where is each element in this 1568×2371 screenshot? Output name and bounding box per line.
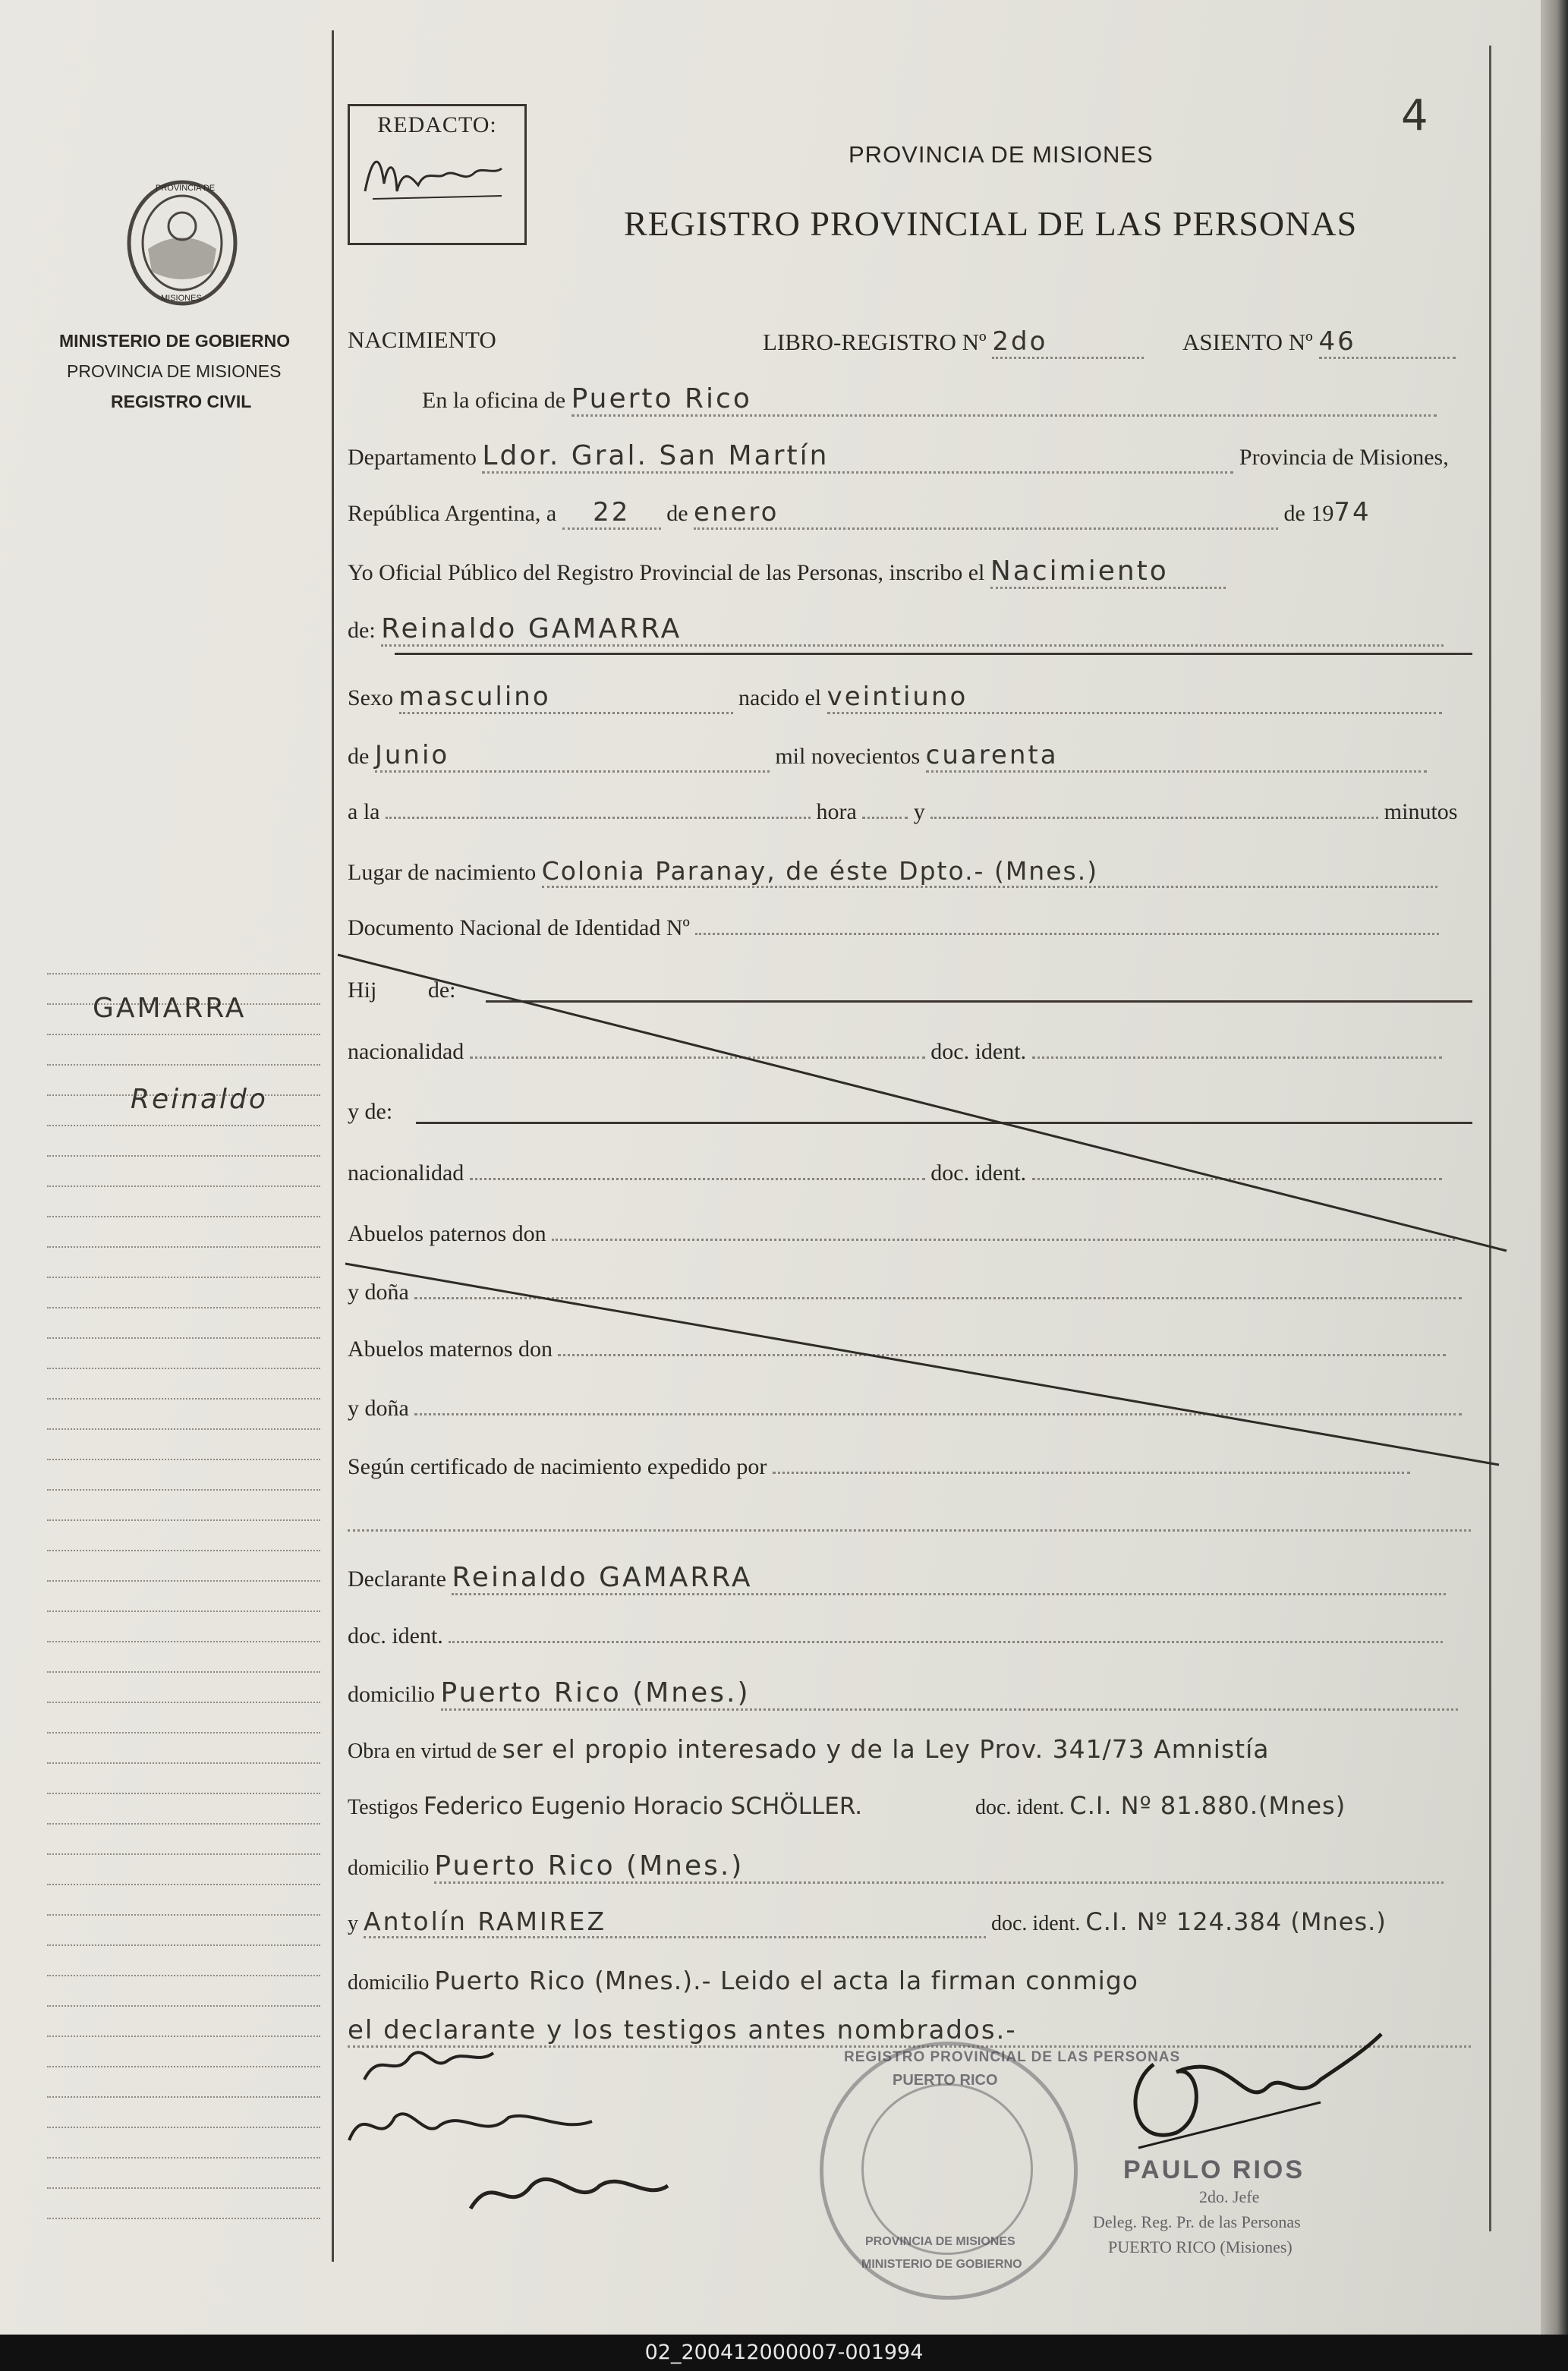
domicilio-value: Puerto Rico (Mnes.) xyxy=(441,1677,1458,1711)
acto-value: Nacimiento xyxy=(990,556,1226,589)
abuelos-p-label: Abuelos paternos don xyxy=(348,1221,546,1246)
hij-label: Hij xyxy=(348,978,377,1003)
row-declarante xyxy=(348,1562,1446,1595)
official-name: PAULO RIOS xyxy=(1123,2155,1305,2184)
libro-value: 2do xyxy=(992,326,1144,359)
t2-doc-value: C.I. Nº 124.384 (Mnes.) xyxy=(1085,1907,1387,1936)
row-t2-dom xyxy=(348,1966,1138,1995)
anio-value: cuarenta xyxy=(926,740,1427,773)
de-mes-label: de xyxy=(348,744,370,769)
official-place: PUERTO RICO (Misiones) xyxy=(1108,2237,1292,2256)
domicilio-label: domicilio xyxy=(348,1682,435,1707)
t2-dom-value: Puerto Rico (Mnes.).- Leido el acta la firman conmigo xyxy=(434,1966,1138,1995)
minutos-label: minutos xyxy=(1384,799,1458,824)
name-value: Reinaldo GAMARRA xyxy=(381,613,1444,647)
testigo2-name: Antolín RAMIREZ xyxy=(364,1907,986,1938)
obra-value: ser el propio interesado y de la Ley Prov. 341/73 Amnistía xyxy=(502,1734,1270,1764)
y-label: y xyxy=(913,799,925,824)
provincia-line: PROVINCIA DE MISIONES xyxy=(67,361,282,381)
stamp-bottom2-text: MINISTERIO DE GOBIERNO xyxy=(861,2258,1022,2271)
t1-dom-value: Puerto Rico (Mnes.) xyxy=(434,1850,1444,1884)
mil-label: mil novecientos xyxy=(775,744,921,769)
hora-label: hora xyxy=(816,799,857,824)
lugar-value: Colonia Paranay, de éste Dpto.- (Mnes.) xyxy=(542,856,1437,888)
declarante-value: Reinaldo GAMARRA xyxy=(452,1562,1446,1595)
declarante-label: Declarante xyxy=(348,1566,446,1592)
ydona1-label: y doña xyxy=(348,1280,409,1305)
yde-label: y de: xyxy=(348,1099,393,1124)
seal-text-top: PROVINCIA DE xyxy=(156,184,216,193)
libro-label: LIBRO-REGISTRO Nº xyxy=(763,329,987,355)
obra-label: Obra en virtud de xyxy=(348,1740,497,1763)
ministerio-line: MINISTERIO DE GOBIERNO xyxy=(59,331,291,351)
doc1-label: doc. ident. xyxy=(930,1039,1027,1064)
stamp-bottom1-text: PROVINCIA DE MISIONES xyxy=(865,2235,1015,2248)
a-la-label: a la xyxy=(348,799,380,824)
oficina-value: Puerto Rico xyxy=(571,383,1437,417)
header-province: PROVINCIA DE MISIONES xyxy=(849,141,1154,168)
official-role: 2do. Jefe xyxy=(1199,2187,1260,2206)
registro-civil-line: REGISTRO CIVIL xyxy=(111,392,252,411)
sexo-label: Sexo xyxy=(348,685,393,710)
year-label: de 19 xyxy=(1283,501,1334,526)
row-obra xyxy=(348,1734,1270,1764)
row-t1-dom xyxy=(348,1850,1444,1884)
nac1-label: nacionalidad xyxy=(348,1039,464,1064)
t1-dom-label: domicilio xyxy=(348,1856,430,1880)
margin-given-name: Reinaldo xyxy=(131,1084,268,1115)
depto-value: Ldor. Gral. San Martín xyxy=(482,440,1233,474)
docident-label: doc. ident. xyxy=(348,1623,443,1648)
official-deleg: Deleg. Reg. Pr. de las Personas xyxy=(1093,2212,1301,2231)
signatures xyxy=(334,2034,789,2239)
y-t2-label: y xyxy=(348,1912,358,1935)
depto-label: Departamento xyxy=(348,445,477,470)
nac2-label: nacionalidad xyxy=(348,1160,464,1186)
day-value: 22 xyxy=(562,497,661,530)
docident-blank xyxy=(449,1623,1443,1643)
image-id-footer: 02_200412000007-001994 xyxy=(0,2335,1568,2371)
stamp-outer-text: REGISTRO PROVINCIAL DE LAS PERSONAS xyxy=(844,2049,1181,2065)
row-testigo1 xyxy=(348,1791,1346,1820)
t2-doc-label: doc. ident. xyxy=(991,1912,1081,1935)
republica-label: República Argentina, a xyxy=(348,501,557,526)
seal-text-bottom: MISIONES xyxy=(161,294,202,303)
oficina-label: En la oficina de xyxy=(422,388,566,413)
row-domicilio xyxy=(348,1677,1458,1711)
nacido-label: nacido el xyxy=(738,685,822,710)
official-signature xyxy=(1093,2019,1396,2171)
de-label: de: xyxy=(348,618,376,643)
segun-label: Según certificado de nacimiento expedido por xyxy=(348,1454,767,1479)
t2-dom-label: domicilio xyxy=(348,1971,430,1995)
sexo-value: masculino xyxy=(399,682,733,714)
row-testigo2 xyxy=(348,1907,1387,1938)
month-value: enero xyxy=(694,497,1278,530)
year-value: 74 xyxy=(1333,497,1371,527)
provincia-suffix: Provincia de Misiones, xyxy=(1239,445,1449,470)
official-stamp-inner xyxy=(861,2083,1033,2255)
page-edge xyxy=(1541,0,1568,2335)
nacimiento-label: NACIMIENTO xyxy=(348,326,496,353)
asiento-label: ASIENTO Nº xyxy=(1182,329,1313,355)
asiento-value: 46 xyxy=(1319,326,1456,359)
page-number: 4 xyxy=(1401,91,1431,140)
redacto-label: REDACTO: xyxy=(377,112,497,137)
margin-surname: GAMARRA xyxy=(93,993,247,1024)
stamp-city-text: PUERTO RICO xyxy=(893,2072,998,2089)
t1-doc-value: C.I. Nº 81.880.(Mnes) xyxy=(1069,1791,1346,1820)
nacido-value: veintiuno xyxy=(827,682,1442,714)
row-docident xyxy=(348,1623,1443,1649)
dni-label: Documento Nacional de Identidad Nº xyxy=(348,915,690,940)
mes-value: Junio xyxy=(375,740,770,773)
de-label-1: de xyxy=(666,501,688,526)
header-title: REGISTRO PROVINCIAL DE LAS PERSONAS xyxy=(624,204,1358,243)
abuelos-m-label: Abuelos maternos don xyxy=(348,1337,553,1362)
lugar-label: Lugar de nacimiento xyxy=(348,860,537,885)
hij-de-label: de: xyxy=(427,978,456,1003)
closing-line: el declarante y los testigos antes nombrados.- xyxy=(348,2015,1471,2048)
testigos-label: Testigos xyxy=(348,1796,418,1819)
testigo1-name: Federico Eugenio Horacio SCHÖLLER. xyxy=(423,1793,863,1820)
oficial-text: Yo Oficial Público del Registro Provincial de las Personas, inscribo el xyxy=(348,560,985,585)
ydona2-label: y doña xyxy=(348,1396,409,1421)
t1-doc-label: doc. ident. xyxy=(974,1796,1065,1819)
doc2-label: doc. ident. xyxy=(930,1160,1027,1186)
